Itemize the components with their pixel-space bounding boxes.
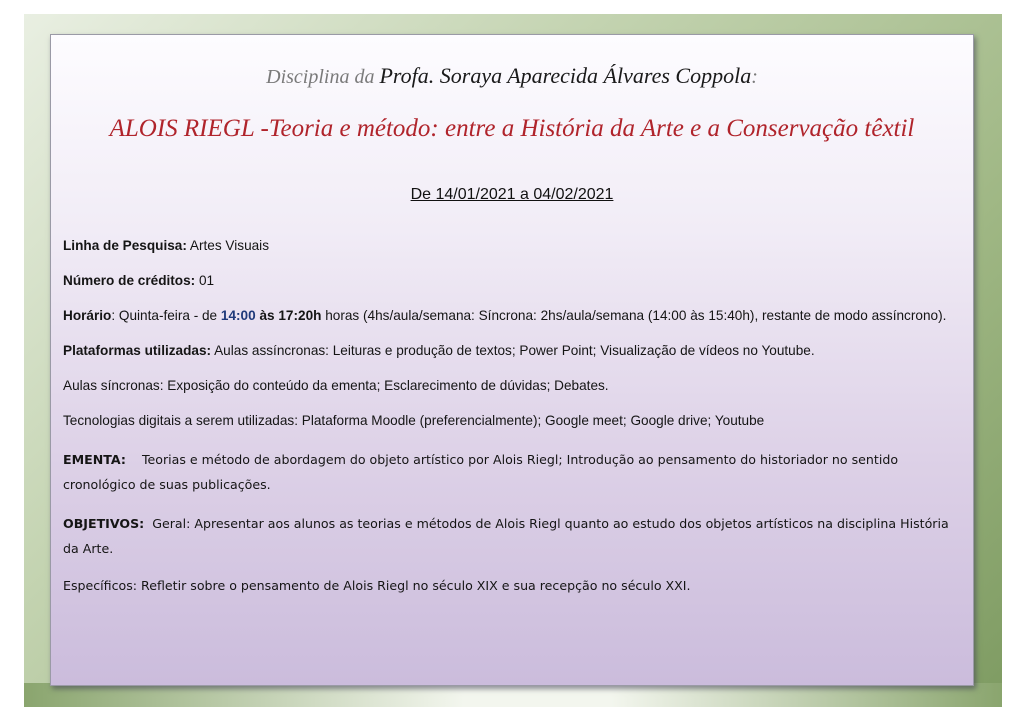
digital-technologies: Tecnologias digitais a serem utilizadas: Plataforma Moodle (preferencialmente); Google meet; Google drive; Youtube bbox=[63, 413, 765, 428]
credits bbox=[63, 272, 963, 290]
credits-label: Número de créditos: bbox=[63, 273, 196, 288]
schedule-rest: horas (4hs/aula/semana: Síncrona: 2hs/aula/semana (14:00 às 15:40h), restante de modo assíncrono). bbox=[325, 308, 947, 323]
platforms-value: Aulas assíncronas: Leituras e produção de textos; Power Point; Visualização de vídeos no Youtube. bbox=[214, 343, 815, 358]
specific-objectives: Específicos: Refletir sobre o pensamento de Alois Riegl no século XIX e sua recepção no século XXI. bbox=[63, 578, 691, 593]
synchronous-classes: Aulas síncronas: Exposição do conteúdo da ementa; Esclarecimento de dúvidas; Debates. bbox=[63, 378, 609, 393]
course-card bbox=[50, 34, 974, 686]
header-colon: : bbox=[751, 66, 758, 88]
research-line-value: Artes Visuais bbox=[189, 238, 270, 253]
objectives-value: Geral: Apresentar aos alunos as teorias e métodos de Alois Riegl quanto ao estudo dos objetos artísticos na disciplina História da Arte. bbox=[63, 516, 949, 556]
objectives bbox=[63, 511, 963, 561]
course-title: ALOIS RIEGL -Teoria e método: entre a História da Arte e a Conservação têxtil bbox=[109, 115, 915, 142]
ementa-value: Teorias e método de abordagem do objeto artístico por Alois Riegl; Introdução ao pensamento do historiador no sentido cronológico de suas publicações. bbox=[63, 452, 899, 492]
schedule-end: às 17:20h bbox=[259, 308, 322, 323]
objectives-label: OBJETIVOS: bbox=[63, 516, 145, 531]
research-line-label: Linha de Pesquisa: bbox=[63, 238, 187, 253]
schedule-label: Horário bbox=[63, 308, 112, 323]
professor-name: Profa. Soraya Aparecida Álvares Coppola bbox=[379, 63, 752, 88]
platforms bbox=[63, 342, 963, 360]
discipline-prefix: Disciplina da bbox=[266, 66, 375, 88]
course-details bbox=[63, 237, 963, 598]
credits-value: 01 bbox=[198, 273, 215, 288]
ementa-label: EMENTA: bbox=[63, 452, 126, 467]
schedule bbox=[63, 307, 963, 325]
course-dates: De 14/01/2021 a 04/02/2021 bbox=[410, 186, 614, 203]
schedule-start: 14:00 bbox=[220, 308, 256, 323]
research-line bbox=[63, 237, 963, 255]
schedule-day: : Quinta-feira - de bbox=[111, 308, 218, 323]
ementa bbox=[63, 447, 963, 497]
professor-line bbox=[51, 63, 973, 89]
platforms-label: Plataformas utilizadas: bbox=[63, 343, 212, 358]
